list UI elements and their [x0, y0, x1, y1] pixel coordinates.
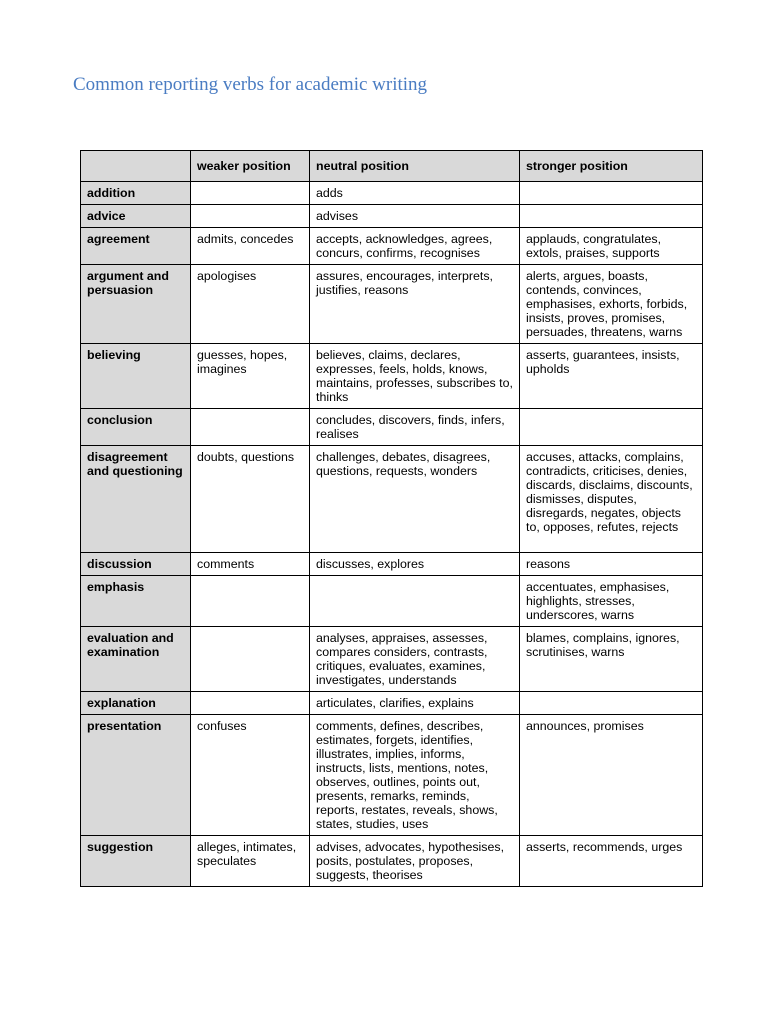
neutral-cell: discusses, explores	[310, 553, 520, 576]
neutral-cell: assures, encourages, interprets, justifies, reasons	[310, 265, 520, 344]
weaker-cell: admits, concedes	[191, 228, 310, 265]
neutral-cell: accepts, acknowledges, agrees, concurs, confirms, recognises	[310, 228, 520, 265]
category-cell: conclusion	[81, 409, 191, 446]
stronger-cell: applauds, congratulates, extols, praises, supports	[520, 228, 703, 265]
neutral-cell: analyses, appraises, assesses, compares considers, contrasts, critiques, evaluates, examines, investigates, understands	[310, 627, 520, 692]
table-row	[81, 836, 703, 887]
neutral-cell: challenges, debates, disagrees, questions, requests, wonders	[310, 446, 520, 553]
weaker-cell	[191, 627, 310, 692]
weaker-cell	[191, 409, 310, 446]
category-cell: disagreement and questioning	[81, 446, 191, 553]
neutral-cell: believes, claims, declares, expresses, feels, holds, knows, maintains, professes, subscribes to, thinks	[310, 344, 520, 409]
weaker-cell: alleges, intimates, speculates	[191, 836, 310, 887]
stronger-cell: asserts, guarantees, insists, upholds	[520, 344, 703, 409]
reporting-verbs-table	[80, 150, 703, 887]
header-cell-weaker: weaker position	[191, 151, 310, 182]
table-row	[81, 344, 703, 409]
neutral-cell: comments, defines, describes, estimates, forgets, identifies, illustrates, implies, informs, instructs, lists, mentions, notes, observes, outlines, points out, presents, remarks, reminds, reports, restates, reveals, shows, states, studies, uses	[310, 715, 520, 836]
table-row	[81, 182, 703, 205]
header-cell-neutral: neutral position	[310, 151, 520, 182]
table-row	[81, 228, 703, 265]
neutral-cell: concludes, discovers, finds, infers, realises	[310, 409, 520, 446]
stronger-cell: reasons	[520, 553, 703, 576]
weaker-cell: comments	[191, 553, 310, 576]
category-cell: explanation	[81, 692, 191, 715]
table-row	[81, 205, 703, 228]
stronger-cell	[520, 182, 703, 205]
weaker-cell	[191, 182, 310, 205]
table-row	[81, 627, 703, 692]
stronger-cell: accentuates, emphasises, highlights, stresses, underscores, warns	[520, 576, 703, 627]
table-row	[81, 409, 703, 446]
stronger-cell: alerts, argues, boasts, contends, convinces, emphasises, exhorts, forbids, insists, proves, promises, persuades, threatens, warns	[520, 265, 703, 344]
stronger-cell: accuses, attacks, complains, contradicts, criticises, denies, discards, disclaims, discounts, dismisses, disputes, disregards, negates, objects to, opposes, refutes, rejects	[520, 446, 703, 553]
category-cell: advice	[81, 205, 191, 228]
neutral-cell: advises, advocates, hypothesises, posits, postulates, proposes, suggests, theorises	[310, 836, 520, 887]
weaker-cell: doubts, questions	[191, 446, 310, 553]
table-row	[81, 265, 703, 344]
category-cell: presentation	[81, 715, 191, 836]
table-row	[81, 576, 703, 627]
category-cell: discussion	[81, 553, 191, 576]
stronger-cell	[520, 409, 703, 446]
header-cell-category	[81, 151, 191, 182]
neutral-cell: adds	[310, 182, 520, 205]
weaker-cell: guesses, hopes, imagines	[191, 344, 310, 409]
weaker-cell: apologises	[191, 265, 310, 344]
table-row	[81, 692, 703, 715]
weaker-cell	[191, 692, 310, 715]
category-cell: believing	[81, 344, 191, 409]
stronger-cell: asserts, recommends, urges	[520, 836, 703, 887]
category-cell: evaluation and examination	[81, 627, 191, 692]
table-row	[81, 446, 703, 553]
stronger-cell: blames, complains, ignores, scrutinises, warns	[520, 627, 703, 692]
stronger-cell	[520, 692, 703, 715]
category-cell: emphasis	[81, 576, 191, 627]
table-row	[81, 553, 703, 576]
table-row	[81, 715, 703, 836]
weaker-cell	[191, 576, 310, 627]
page-title: Common reporting verbs for academic writing	[73, 74, 428, 95]
category-cell: suggestion	[81, 836, 191, 887]
category-cell: addition	[81, 182, 191, 205]
weaker-cell	[191, 205, 310, 228]
header-cell-stronger: stronger position	[520, 151, 703, 182]
neutral-cell: articulates, clarifies, explains	[310, 692, 520, 715]
category-cell: agreement	[81, 228, 191, 265]
table-body	[81, 182, 703, 887]
stronger-cell	[520, 205, 703, 228]
neutral-cell: advises	[310, 205, 520, 228]
neutral-cell	[310, 576, 520, 627]
stronger-cell: announces, promises	[520, 715, 703, 836]
header-row	[81, 151, 703, 182]
category-cell: argument and persuasion	[81, 265, 191, 344]
weaker-cell: confuses	[191, 715, 310, 836]
